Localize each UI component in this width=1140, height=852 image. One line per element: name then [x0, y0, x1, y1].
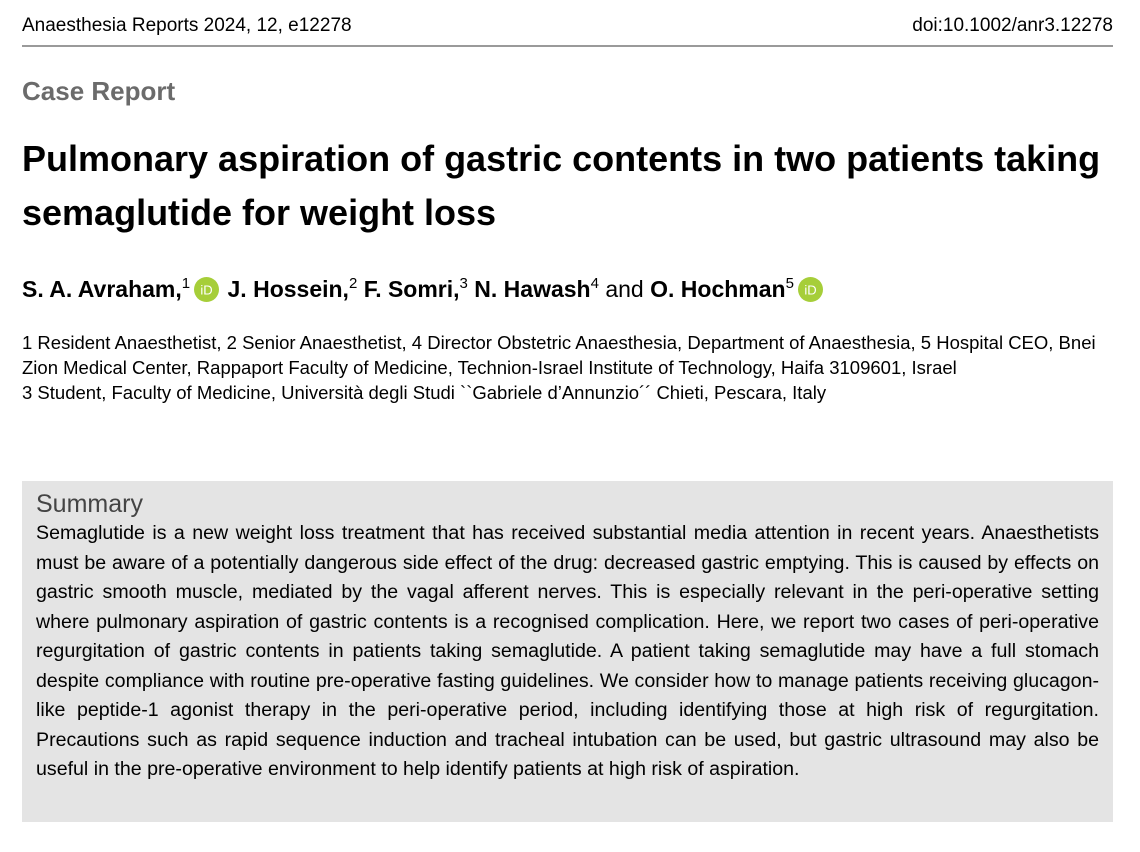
affiliation-marker: 3 — [459, 275, 468, 292]
summary-box — [22, 481, 1113, 822]
orcid-icon[interactable] — [798, 277, 823, 302]
orcid-icon-label: iD — [200, 282, 213, 298]
author-name[interactable]: N. Hawash — [474, 276, 591, 302]
author-name[interactable]: J. Hossein, — [227, 276, 349, 302]
author-conjunction: and — [605, 276, 644, 302]
affiliation-line: 3 Student, Faculty of Medicine, Università degli Studi ``Gabriele d’Annunzio´´ Chieti, Pescara, Italy — [22, 382, 827, 403]
orcid-icon[interactable] — [194, 277, 219, 302]
affiliation-line: 1 Resident Anaesthetist, 2 Senior Anaesthetist, 4 Director Obstetric Anaesthesia, Department of Anaesthesia, 5 Hospital CEO, Bnei Zion Medical Center, Rappaport Faculty of Medicine, Technion-Israel Institute of Technology, Haifa 3109601, Israel — [22, 332, 1096, 378]
summary-text: Semaglutide is a new weight loss treatment that has received substantial media attention in recent years. Anaesthetists must be aware of a potentially dangerous side effect of the drug: decreased gastric emptying. This is caused by effects on gastric smooth muscle, mediated by the vagal afferent nerves. This is especially relevant in the peri-operative setting where pulmonary aspiration of gastric contents is a recognised complication. Here, we report two cases of peri-operative regurgitation of gastric contents in patients taking semaglutide. A patient taking semaglutide may have a full stomach despite compliance with routine pre-operative fasting guidelines. We consider how to manage patients receiving glucagon-like peptide-1 agonist therapy in the peri-operative period, including identifying those at high risk of regurgitation. Precautions such as rapid sequence induction and tracheal intubation can be used, but gastric ultrasound may also be useful in the pre-operative environment to help identify patients at high risk of aspiration. — [36, 522, 1099, 780]
affiliation-marker: 4 — [590, 275, 599, 292]
affiliation-marker: 2 — [348, 275, 358, 292]
author-name[interactable]: O. Hochman — [650, 276, 786, 302]
orcid-icon-label: iD — [804, 282, 817, 298]
author-name[interactable]: F. Somri, — [363, 276, 460, 302]
article-title: Pulmonary aspiration of gastric contents in two patients taking semaglutide for weight loss — [22, 138, 1101, 233]
affiliation-marker: 5 — [785, 275, 794, 292]
article-type-label: Case Report — [22, 76, 176, 106]
doi-link[interactable]: doi:10.1002/anr3.12278 — [912, 15, 1113, 36]
author-list — [22, 272, 825, 306]
affiliations-block — [22, 330, 1112, 405]
journal-citation: Anaesthesia Reports 2024, 12, e12278 — [22, 15, 352, 36]
summary-heading: Summary — [36, 490, 143, 518]
author-name[interactable]: S. A. Avraham, — [22, 276, 182, 302]
running-header — [22, 12, 1113, 47]
affiliation-marker: 1 — [181, 275, 191, 292]
